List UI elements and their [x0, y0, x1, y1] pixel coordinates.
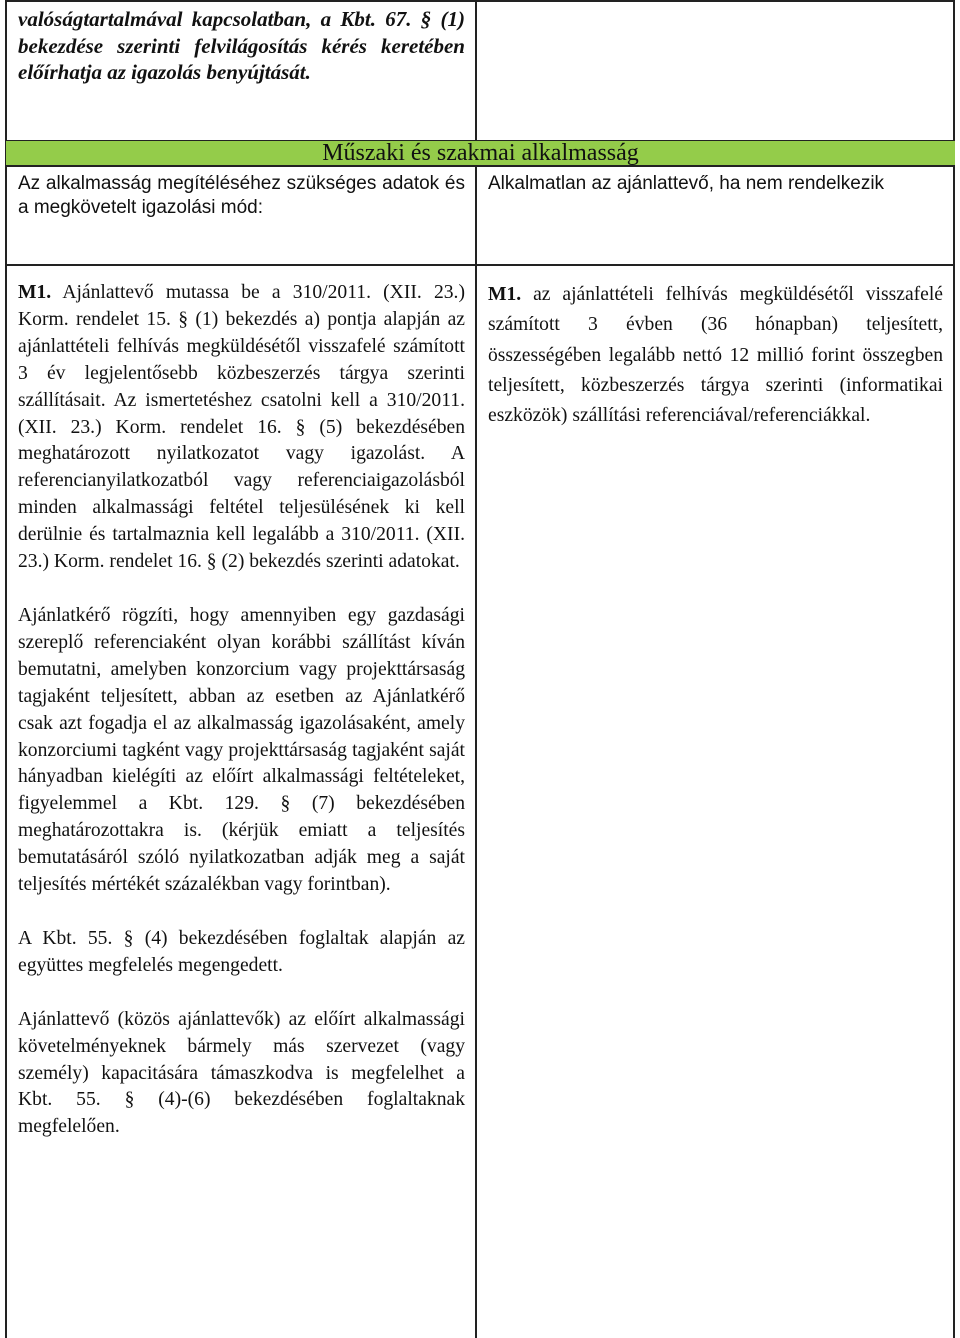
left-paragraph-joint-compliance: A Kbt. 55. § (4) bekezdésében foglaltak alapján az együttes megfelelés megengedett.: [18, 927, 465, 976]
left-m1-label: M1.: [18, 282, 52, 303]
section-title: Műszaki és szakmai alkalmasság: [322, 140, 639, 166]
right-column-body: [488, 280, 943, 431]
column-divider: [475, 165, 477, 1338]
left-m1-text: Ajánlattevő mutassa be a 310/2011. (XII. 23.) Korm. rendelet 15. § (1) bekezdés a) pontja alapján az ajánlattételi felhívás megküldésétől visszafelé számított 3 év legjelentősebb közbeszerzés tárgya szerinti szállításait. Az ismertetéshez csatolni kell a 310/2011. (XII. 23.) Korm. rendelet 16. § (5) bekezdésében meghatározott nyilatkozatot vagy igazolást. A referencianyilatkozatból vagy referenciaigazolásból minden alkalmassági feltétel teljesülésének ki kell derülnie és tartalmaznia kell legalább a 310/2011. (XII. 23.) Korm. rendelet 16. § (2) bekezdés szerinti adatokat.: [18, 282, 465, 573]
right-paragraph-m1: [488, 280, 943, 431]
table-top-border: [5, 0, 955, 2]
right-m1-text: az ajánlattételi felhívás megküldésétől visszafelé számított 3 évben (36 hónapban) teljesített, összességében legalább nettó 12 millió forint összegben teljesített, közbeszerzés tárgya szerinti (informatikai eszközök) szállítási referenciával/referenciákkal.: [488, 284, 943, 427]
top-cell-text: valóságtartalmával kapcsolatban, a Kbt. 67. § (1) bekezdése szerinti felvilágosítás kérés keretében előírhatja az igazolás benyújtását.: [18, 7, 465, 84]
table-left-border: [5, 0, 7, 1338]
right-m1-label: M1.: [488, 284, 522, 305]
left-paragraph-capacity: Ajánlattevő (közös ajánlattevők) az előírt alkalmassági követelményeknek bármely más szervezet (vagy személy) kapacitására támaszkodva is megfelelhet a Kbt. 55. § (4)-(6) bekezdésében foglaltaknak megfelelően.: [18, 1008, 465, 1138]
right-column-header: Alkalmatlan az ajánlattevő, ha nem rendelkezik: [488, 173, 885, 194]
left-paragraph-consortium: Ajánlatkérő rögzíti, hogy amennyiben egy gazdasági szereplő referenciaként olyan korábbi szállítást kíván bemutatni, amelyben konzorcium vagy projekttársaság tagjaként teljesített, abban az esetben az Ajánlatkérő csak azt fogadja el az alkalmasság igazolásaként, amely konzorciumi tagként vagy projekttársaság tagjaként saját hányadban kielégíti az előírt alkalmassági feltételeket, figyelemmel a Kbt. 129. § (7) bekezdésében meghatározottakra is. (kérjük emiatt a teljesítés bemutatásáról szóló nyilatkozatban adják meg a saját teljesítés mértékét százalékban vagy forintban).: [18, 604, 465, 896]
top-cell-divider: [475, 0, 477, 141]
left-column-header: Az alkalmasság megítéléséhez szükséges adatok és a megkövetelt igazolási mód:: [18, 173, 465, 218]
left-paragraph-m1: [18, 280, 465, 576]
left-column-body: [18, 280, 465, 1141]
header-row-bottom-border: [5, 264, 955, 266]
table-right-border: [953, 0, 955, 1338]
